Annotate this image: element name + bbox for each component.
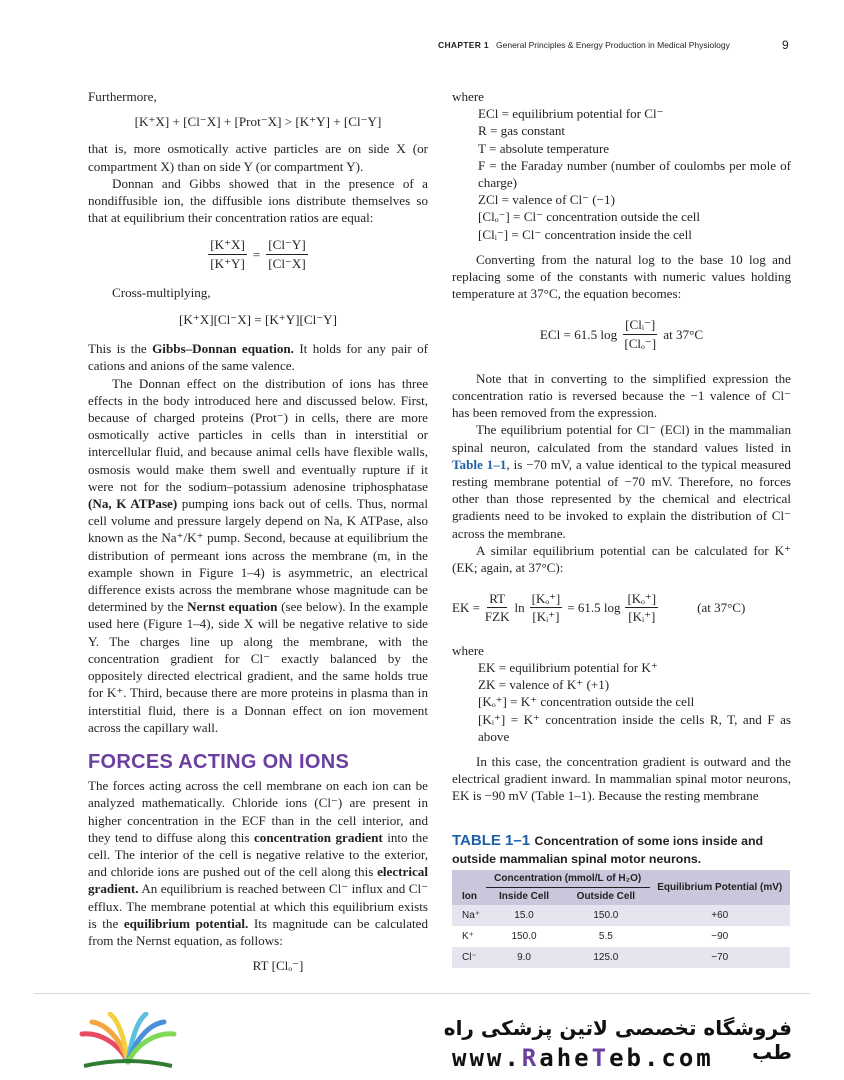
cell-equilibrium: −90 xyxy=(650,926,790,947)
cell-inside: 15.0 xyxy=(486,905,562,926)
equation-tail: (at 37°C) xyxy=(697,600,746,616)
table-caption-text: Concentration of some ions inside and outside mammalian spinal motor neurons. xyxy=(452,834,764,866)
table-caption xyxy=(452,832,792,868)
definition-item: [Kᵢ⁺] = K⁺ concentration inside the cells R, T, and F as above xyxy=(478,711,791,744)
term-nernst-equation: Nernst equation xyxy=(187,599,278,615)
cell-ion: Cl⁻ xyxy=(452,947,486,968)
equation-tail: at 37°C xyxy=(663,326,704,342)
definition-list xyxy=(478,659,791,745)
definition-item: R = gas constant xyxy=(478,123,566,139)
left-column xyxy=(88,88,428,974)
paragraph: The forces acting across the cell membrane on each ion can be analyzed mathematically. Chloride ions (Cl⁻) are present in higher concentration in the ECF than in the cell interior, and they tend to diffuse along this concentration gradient into the cell. The interior of the cell is negative relative to the exterior, and chloride ions are pushed out of the cell along this electrical gradient. An equilibrium is reached between Cl⁻ influx and Cl⁻ efflux. The membrane potential at which this equilibrium exists is the equilibrium potential. Its magnitude can be calculated from the Nernst equation, as follows: xyxy=(88,778,429,948)
paragraph: Note that in converting to the simplified expression the concentration ratio is reversed because the −1 valence of Cl⁻ has been removed from the expression. xyxy=(452,370,791,421)
cl-equation xyxy=(452,316,791,351)
definition-item: T = absolute temperature xyxy=(478,140,610,156)
equation-partial: RT [Clₒ⁻] xyxy=(252,958,304,974)
cell-ion: Na⁺ xyxy=(452,905,486,926)
definition-list xyxy=(478,105,791,243)
column-header-inside: Inside Cell xyxy=(486,888,562,906)
denominator: [Kᵢ⁺] xyxy=(532,609,560,625)
column-header-equilibrium: Equilibrium Potential (mV) xyxy=(650,870,790,905)
numerator: RT xyxy=(487,590,507,608)
page-number: 9 xyxy=(782,38,789,52)
term-concentration-gradient: concentration gradient xyxy=(253,829,383,845)
section-heading: FORCES ACTING ON IONS xyxy=(88,750,350,773)
cell-outside: 125.0 xyxy=(562,947,649,968)
paragraph: Donnan and Gibbs showed that in the presence of a nondiffusible ion, the diffusible ions distribute themselves so that at equilibrium their concentration ratios are equal: xyxy=(88,175,428,226)
definition-item: ZCl = valence of Cl⁻ (−1) xyxy=(478,192,615,208)
fraction xyxy=(208,236,247,271)
k-equation xyxy=(452,590,791,625)
numerator: [Cl⁻Y] xyxy=(266,236,307,254)
fraction xyxy=(530,590,563,625)
store-name: فروشگاه تخصصی لاتین پزشکی راه طب xyxy=(443,1016,792,1064)
store-url[interactable]: www.RaheTeb.com xyxy=(452,1044,714,1072)
chapter-label: CHAPTER 1 xyxy=(438,40,489,50)
cell-outside: 150.0 xyxy=(562,905,649,926)
term-na-k-atpase: (Na, K ATPase) xyxy=(88,496,178,512)
equation-mid: = 61.5 log xyxy=(567,600,621,616)
book-logo-icon xyxy=(78,1012,178,1072)
ln-operator: ln xyxy=(514,600,525,616)
paragraph: Cross-multiplying, xyxy=(112,284,211,300)
cell-ion: K⁺ xyxy=(452,926,486,947)
definition-item: F = the Faraday number (number of coulombs per mole of charge) xyxy=(478,157,791,191)
cell-equilibrium: −70 xyxy=(650,947,790,968)
table-row xyxy=(452,905,790,926)
paragraph: Furthermore, xyxy=(88,89,157,104)
paragraph: The Donnan effect on the distribution of ions has three effects in the body introduced here and discussed below. First, because of charged proteins (Prot⁻) in cells, there are more osmotically active particles in cells than in interstitial or intercellular fluid, and because animal cells have flexible walls, osmosis would make them swell and eventually rupture if it were not for the sodium–potassium adenosine triphosphatase (Na, K ATPase) pumping ions back out of cells. Thus, normal cell volume and pressure largely depend on Na, K ATPase, also known as the Na⁺/K⁺ pump. Second, because at equilibrium the distribution of permeant ions across the membrane (m, in the example shown in Figure 1–4) is asymmetric, an electrical difference exists across the membrane whose magnitude can be determined by the Nernst equation (see below). In the example used here (Figure 1–4), side X will be negative relative to side Y. The charges line up along the membrane, with the concentration gradient for Cl⁻ exactly balanced by the oppositely directed electrical gradient, and the same holds true for K⁺. Third, because there are more proteins in plasma than in interstitial fluid, there is a Donnan effect on ion movement across the capillary wall. xyxy=(88,375,428,735)
paragraph: In this case, the concentration gradient is outward and the electrical gradient inward. In mammalian spinal motor neurons, EK is −90 mV (Table 1–1). Because the resting membrane xyxy=(452,753,791,804)
term-electrical-gradient: electrical gradient. xyxy=(88,864,428,897)
definition-item: [Kₒ⁺] = K⁺ concentration outside the cell xyxy=(478,694,695,710)
fraction xyxy=(623,316,657,351)
equation: [K⁺X][Cl⁻X] = [K⁺Y][Cl⁻Y] xyxy=(179,312,337,328)
numerator: [K⁺X] xyxy=(208,236,247,254)
right-column xyxy=(452,88,791,805)
cell-inside: 150.0 xyxy=(486,926,562,947)
definition-item: [Clᵢ⁻] = Cl⁻ concentration inside the cell xyxy=(478,226,692,242)
equals-sign: = xyxy=(252,246,261,262)
paragraph: where xyxy=(452,89,484,104)
paragraph: Converting from the natural log to the base 10 log and replacing some of the constants with numeric values holding temperature at 37°C, the equation becomes: xyxy=(452,251,791,302)
paragraph: A similar equilibrium potential can be calculated for K⁺ (EK; again, at 37°C): xyxy=(452,542,791,576)
numerator: [Kₒ⁺] xyxy=(625,590,658,608)
numerator: [Clᵢ⁻] xyxy=(623,316,657,334)
ion-concentration-table xyxy=(452,870,790,968)
table-row xyxy=(452,947,790,968)
cell-equilibrium: +60 xyxy=(650,905,790,926)
denominator: [Cl⁻X] xyxy=(268,255,306,271)
denominator: [K⁺Y] xyxy=(210,255,245,271)
definition-item: [Clₒ⁻] = Cl⁻ concentration outside the cell xyxy=(478,209,701,225)
column-header-outside: Outside Cell xyxy=(562,888,649,906)
column-group-header: Concentration (mmol/L of H₂O) xyxy=(486,870,650,888)
cell-inside: 9.0 xyxy=(486,947,562,968)
equation-lhs: EK = xyxy=(452,600,480,616)
definition-item: ZK = valence of K⁺ (+1) xyxy=(478,677,610,693)
term-gibbs-donnan: Gibbs–Donnan equation. xyxy=(152,341,294,357)
denominator: [Clₒ⁻] xyxy=(624,335,657,351)
equation: [K⁺X] + [Cl⁻X] + [Prot⁻X] > [K⁺Y] + [Cl⁻Y] xyxy=(134,114,382,130)
table-reference-link[interactable]: Table 1–1 xyxy=(452,456,507,472)
paragraph: where xyxy=(452,642,484,658)
paragraph: The equilibrium potential for Cl⁻ (ECl) in the mammalian spinal neuron, calculated from the standard values listed in Table 1–1, is −70 mV, a value identical to the typical measured resting membrane potential of −70 mV. Therefore, no forces other than those represented by the chemical and electrical gradients need to be invoked to explain the distribution of Cl⁻ across the membrane. xyxy=(452,422,791,541)
fraction xyxy=(485,590,510,625)
denominator: FZK xyxy=(484,609,510,625)
running-header xyxy=(0,38,844,54)
equation-lhs: ECl = 61.5 log xyxy=(539,326,618,342)
chapter-title: General Principles & Energy Production in Medical Physiology xyxy=(496,40,730,50)
numerator: [Kₒ⁺] xyxy=(530,590,563,608)
definition-item: ECl = equilibrium potential for Cl⁻ xyxy=(478,106,664,122)
fraction xyxy=(266,236,307,271)
table-number: TABLE 1–1 xyxy=(452,832,531,849)
paragraph: that is, more osmotically active particles are on side X (or compartment X) than on side Y (or compartment Y). xyxy=(88,141,428,174)
term-equilibrium-potential: equilibrium potential. xyxy=(123,915,249,931)
ratio-equation xyxy=(88,236,428,271)
table-row xyxy=(452,926,790,947)
denominator: [Kᵢ⁺] xyxy=(628,609,656,625)
column-header-ion: Ion xyxy=(452,870,486,905)
cell-outside: 5.5 xyxy=(562,926,649,947)
page-divider xyxy=(34,993,810,994)
fraction xyxy=(625,590,658,625)
definition-item: EK = equilibrium potential for K⁺ xyxy=(478,659,658,675)
paragraph: This is the Gibbs–Donnan equation. It holds for any pair of cations and anions of the same valence. xyxy=(88,341,428,374)
